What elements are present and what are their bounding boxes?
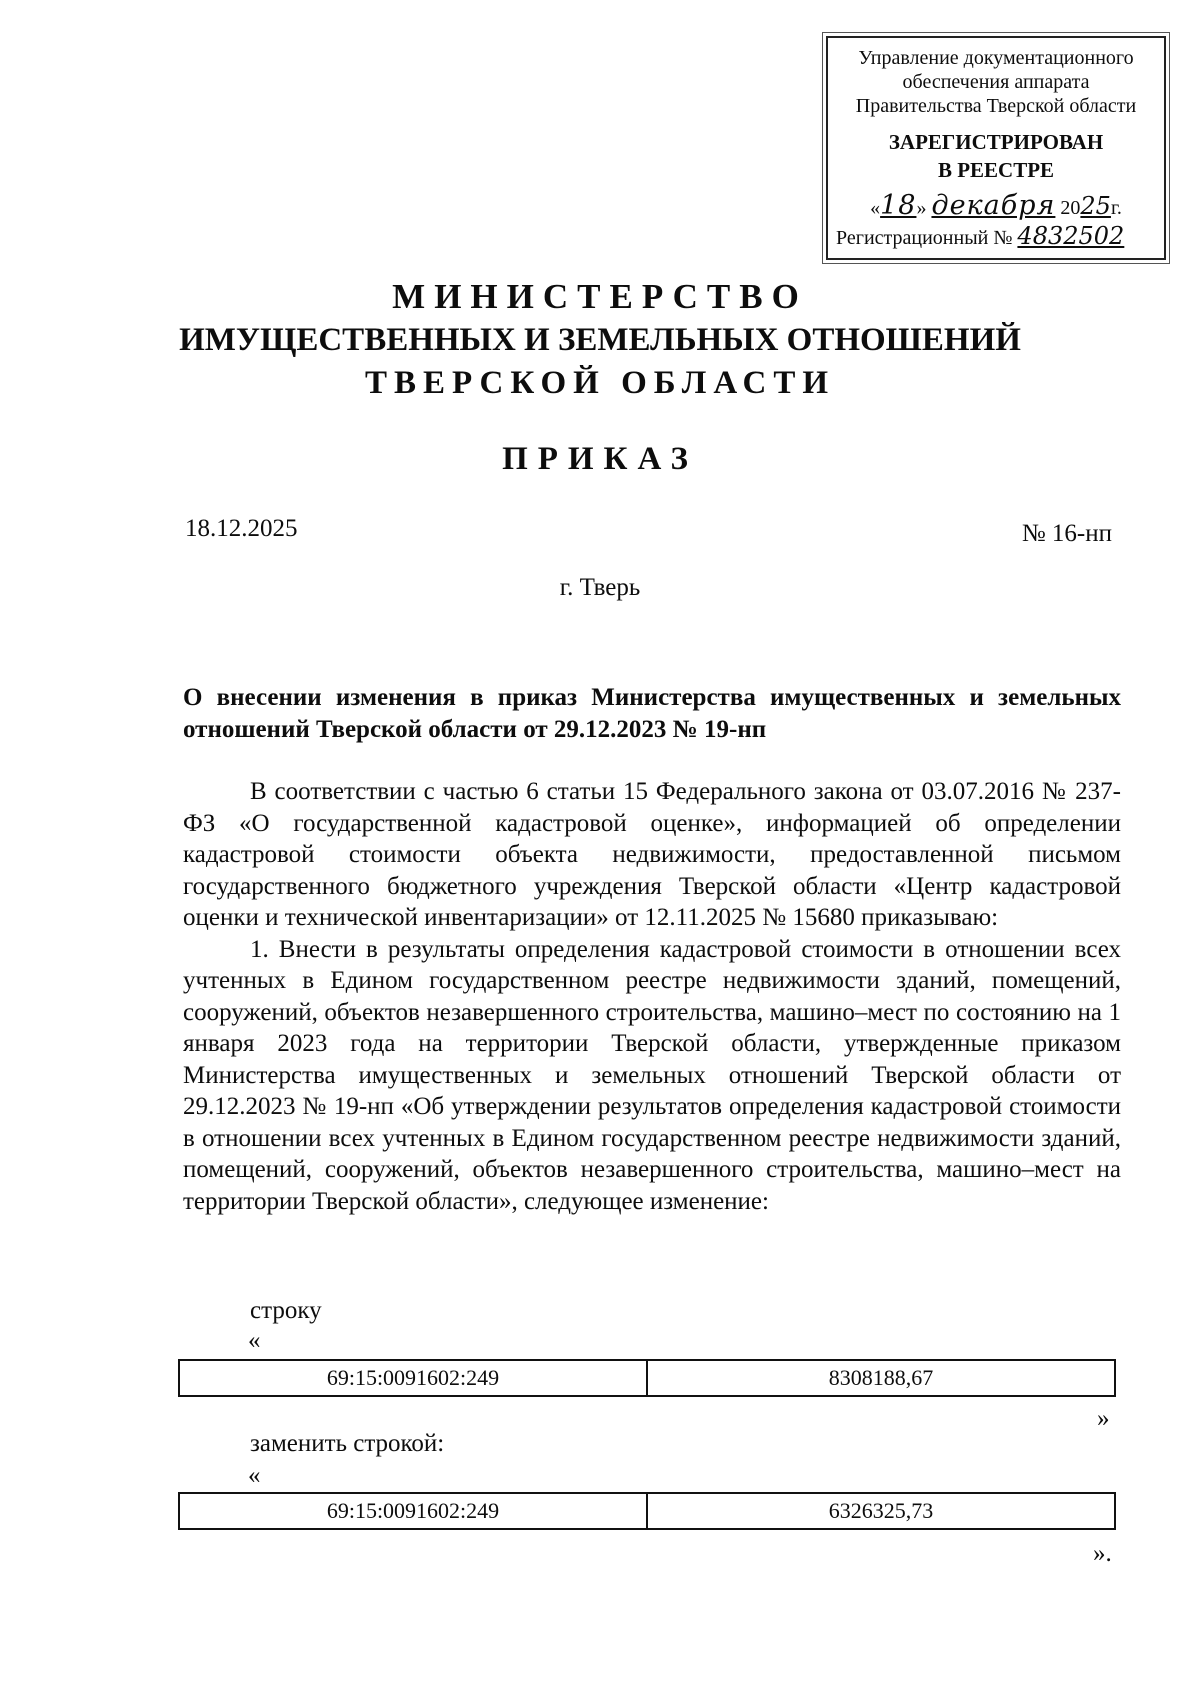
stamp-month: декабря	[931, 190, 1056, 221]
document-subject: О внесении изменения в приказ Министерства имущественных и земельных отношений Тверской области от 29.12.2023 № 19-нп	[183, 684, 1121, 743]
old-row-table	[178, 1359, 1116, 1397]
table-row	[179, 1493, 1115, 1529]
old-row-open-quote: «	[248, 1327, 261, 1354]
old-cadastral-number: 69:15:0091602:249	[179, 1360, 647, 1396]
old-row-close-quote: »	[1097, 1405, 1110, 1432]
new-row-close-quote: ».	[1093, 1540, 1112, 1567]
ministry-region: ТВЕРСКОЙ ОБЛАСТИ	[364, 365, 836, 401]
registration-stamp	[826, 36, 1166, 260]
stamp-reg-number: 4832502	[1017, 222, 1125, 250]
stamp-year-prefix: 20	[1060, 197, 1081, 219]
body-paragraph: В соответствии с частью 6 статьи 15 Федерального закона от 03.07.2016 № 237-ФЗ «О государственной кадастровой оценке», информацией об определении кадастровой стоимости объекта недвижимости, предоставленной письмом государственного бюджетного учреждения Тверской области «Центр кадастровой оценки и технической инвентаризации» от 12.11.2025 № 15680 приказываю:	[183, 778, 1121, 931]
stamp-close-quote: »	[916, 197, 927, 219]
body-paragraph: 1. Внести в результаты определения кадастровой стоимости в отношении всех учтенных в Едином государственном реестре недвижимости зданий, помещений, сооружений, объектов незавершенного строительства, машино–мест по состоянию на 1 января 2023 года на территории Тверской области, утвержденные приказом Министерства имущественных и земельных отношений Тверской области от 29.12.2023 № 19-нп «Об утверждении результатов определения кадастровой стоимости в отношении всех учтенных в Едином государственном реестре недвижимости зданий, помещений, сооружений, объектов незавершенного строительства, машино–мест на территории Тверской области», следующее изменение:	[183, 935, 1121, 1215]
stamp-line: Правительства Тверской области	[855, 95, 1137, 117]
old-row-label: строку	[250, 1297, 322, 1324]
document-date: 18.12.2025	[185, 515, 298, 542]
document-number: № 16-нп	[1021, 520, 1112, 547]
stamp-day: 18	[880, 190, 917, 221]
stamp-registered	[828, 128, 1164, 184]
stamp-year-unit: г.	[1110, 197, 1122, 219]
new-cadastral-number: 69:15:0091602:249	[179, 1493, 647, 1529]
stamp-line: Управление документационного	[858, 47, 1134, 69]
document-type: ПРИКАЗ	[502, 441, 698, 477]
stamp-reg-line: В РЕЕСТРЕ	[937, 158, 1055, 182]
stamp-line: обеспечения аппарата	[902, 71, 1090, 93]
table-row	[179, 1360, 1115, 1396]
new-row-open-quote: «	[248, 1462, 261, 1489]
stamp-reg-label: Регистрационный №	[836, 227, 1013, 249]
stamp-reg-number-line	[828, 224, 1164, 250]
stamp-reg-line: ЗАРЕГИСТРИРОВАН	[888, 130, 1104, 154]
document-body	[183, 776, 1121, 1217]
old-cadastral-value: 8308188,67	[647, 1360, 1115, 1396]
new-row-label: заменить строкой:	[250, 1430, 445, 1457]
ministry-title: МИНИСТЕРСТВО	[392, 277, 808, 316]
ministry-subtitle: ИМУЩЕСТВЕННЫХ И ЗЕМЕЛЬНЫХ ОТНОШЕНИЙ	[179, 322, 1021, 358]
stamp-open-quote: «	[870, 197, 881, 219]
stamp-date	[828, 190, 1164, 221]
document-city: г. Тверь	[559, 574, 641, 601]
stamp-year-suffix: 25	[1080, 192, 1111, 220]
new-cadastral-value: 6326325,73	[647, 1493, 1115, 1529]
stamp-department	[828, 46, 1164, 118]
new-row-table	[178, 1492, 1116, 1530]
